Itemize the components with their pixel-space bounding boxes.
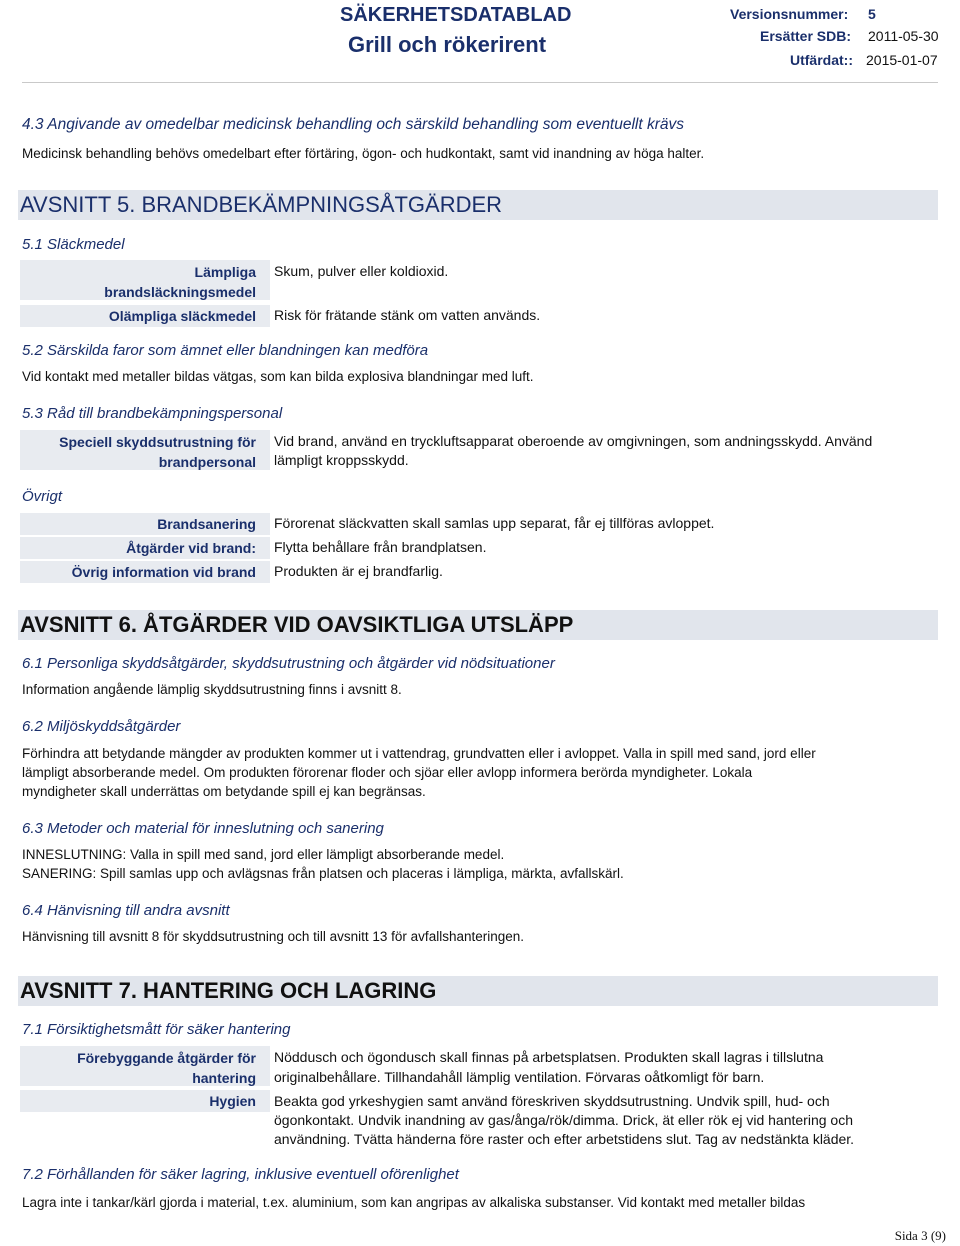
suitable-agents-label-box [20,260,270,300]
subsection-6-2-line-1: Förhindra att betydande mängder av produkten kommer ut i vattendrag, grundvatten eller i avloppet. Valla in spill med sand, jord eller [22,746,816,761]
section-7-title: AVSNITT 7. HANTERING OCH LAGRING [20,978,437,1003]
fire-info-label-box [20,561,270,583]
section-6-bar [18,610,938,640]
hygiene-value-1: Beakta god yrkeshygien samt använd föreskriven skyddsutrustning. Undvik spill, hud- och [274,1093,830,1109]
unsuitable-agents-value: Risk för frätande stänk om vatten används. [274,307,541,323]
subsection-5-3-heading: 5.3 Råd till brandbekämpningspersonal [22,405,283,422]
hygiene-label: Hygien [209,1093,256,1109]
prevention-label-1: Förebyggande åtgärder för [77,1050,256,1066]
fire-info-value: Produkten är ej brandfarlig. [274,563,443,579]
section-5-bar [18,190,938,220]
subsection-6-1-heading: 6.1 Personliga skyddsåtgärder, skyddsutrustning och åtgärder vid nödsituationer [22,655,555,672]
sanitation-label-box [20,513,270,535]
version-value: 5 [868,6,876,22]
hygiene-value-2: ögonkontakt. Undvik inandning av gas/ånga/rök/dimma. Drick, ät eller rök ej vid hantering och [274,1112,853,1128]
subsection-7-2-text: Lagra inte i tankar/kärl gjorda i material, t.ex. aluminium, som kan angripas av alkaliska substanser. Vid kontakt med metaller bildas [22,1195,806,1210]
ppe-label-1: Speciell skyddsutrustning för [59,434,256,450]
subsection-6-3-line-2: SANERING: Spill samlas upp och avlägsnas från platsen och placeras i lämpliga, märkta, avfallskärl. [22,866,624,881]
subsection-6-2-heading: 6.2 Miljöskyddsåtgärder [22,718,181,735]
fire-measures-label-box [20,537,270,559]
subsection-5-2-heading: 5.2 Särskilda faror som ämnet eller blandningen kan medföra [22,342,429,359]
subsection-5-2-text: Vid kontakt med metaller bildas vätgas, som kan bilda explosiva blandningar med luft. [22,369,534,384]
prevention-label-box [20,1046,270,1086]
header-divider [22,82,938,83]
subsection-6-2-line-2: lämpligt absorberande medel. Om produkten förorenar floder och sjöar eller avlopp informera berörda myndigheter. Lokala [22,765,753,780]
fire-measures-label: Åtgärder vid brand: [126,540,256,556]
version-label: Versionsnummer: [730,6,849,22]
suitable-agents-value: Skum, pulver eller koldioxid. [274,263,449,279]
subsection-6-2-line-3: myndigheter skall underrättas om betydande spill ej kan begränsas. [22,784,426,799]
document-header [0,0,960,78]
fire-info-label: Övrig information vid brand [71,564,256,580]
replaces-label: Ersätter SDB: [760,28,852,44]
subsection-6-3-line-1: INNESLUTNING: Valla in spill med sand, jord eller lämpligt absorberande medel. [22,847,505,862]
unsuitable-agents-label: Olämpliga släckmedel [108,308,256,324]
suitable-agents-label-2: brandsläckningsmedel [104,284,256,300]
subsection-7-1-heading: 7.1 Försiktighetsmått för säker hantering [22,1021,291,1038]
prevention-value-1: Nöddusch och ögondusch skall finnas på arbetsplatsen. Produkten skall lagras i tillslutna [274,1049,824,1065]
fire-measures-value: Flytta behållare från brandplatsen. [274,539,487,555]
unsuitable-agents-label-box [20,305,270,327]
section-6-title: AVSNITT 6. ÅTGÄRDER VID OAVSIKTLIGA UTSLÄPP [20,612,574,637]
hygiene-label-box [20,1090,270,1112]
document-title: SÄKERHETSDATABLAD [340,4,572,26]
subsection-6-4-heading: 6.4 Hänvisning till andra avsnitt [22,902,230,919]
issued-label: Utfärdat:: [790,52,853,68]
section-5-title: AVSNITT 5. BRANDBEKÄMPNINGSÅTGÄRDER [20,192,503,217]
subsection-6-1-text: Information angående lämplig skyddsutrustning finns i avsnitt 8. [22,682,402,697]
prevention-label-2: hantering [192,1070,256,1086]
ppe-value-1: Vid brand, använd en tryckluftsapparat oberoende av omgivningen, som andningsskydd. Använd [274,433,873,449]
subsection-6-4-text: Hänvisning till avsnitt 8 för skyddsutrustning och till avsnitt 13 för avfallshanteringen. [22,929,525,944]
ppe-label-box [20,430,270,470]
subsection-4-3-heading: 4.3 Angivande av omedelbar medicinsk behandling och särskild behandling som eventuellt krävs [22,116,685,133]
product-name: Grill och rökerirent [348,32,547,57]
sanitation-value: Förorenat släckvatten skall samlas upp separat, får ej tillföras avloppet. [274,515,715,531]
subsection-5-1-heading: 5.1 Släckmedel [22,236,125,253]
hygiene-value-3: användning. Tvätta händerna före raster och efter arbetstidens slut. Tag av nedstänkta kläder. [274,1131,855,1147]
other-heading: Övrigt [22,488,63,505]
subsection-4-3-text: Medicinsk behandling behövs omedelbart efter förtäring, ögon- och hudkontakt, samt vid inandning av höga halter. [22,146,705,161]
issued-value: 2015-01-07 [866,52,938,68]
section-7-bar [18,976,938,1006]
ppe-value-2: lämpligt kroppsskydd. [274,452,409,468]
page-number: Sida 3 (9) [894,1228,946,1243]
ppe-label-2: brandpersonal [158,454,256,470]
sanitation-label: Brandsanering [157,516,256,532]
subsection-6-3-heading: 6.3 Metoder och material för inneslutning och sanering [22,820,384,837]
replaces-value: 2011-05-30 [868,28,939,44]
subsection-7-2-heading: 7.2 Förhållanden för säker lagring, inklusive eventuell oförenlighet [22,1166,459,1183]
suitable-agents-label-1: Lämpliga [194,264,256,280]
prevention-value-2: originalbehållare. Tillhandahåll lämplig ventilation. Förvaras oåtkomligt för barn. [274,1069,765,1085]
